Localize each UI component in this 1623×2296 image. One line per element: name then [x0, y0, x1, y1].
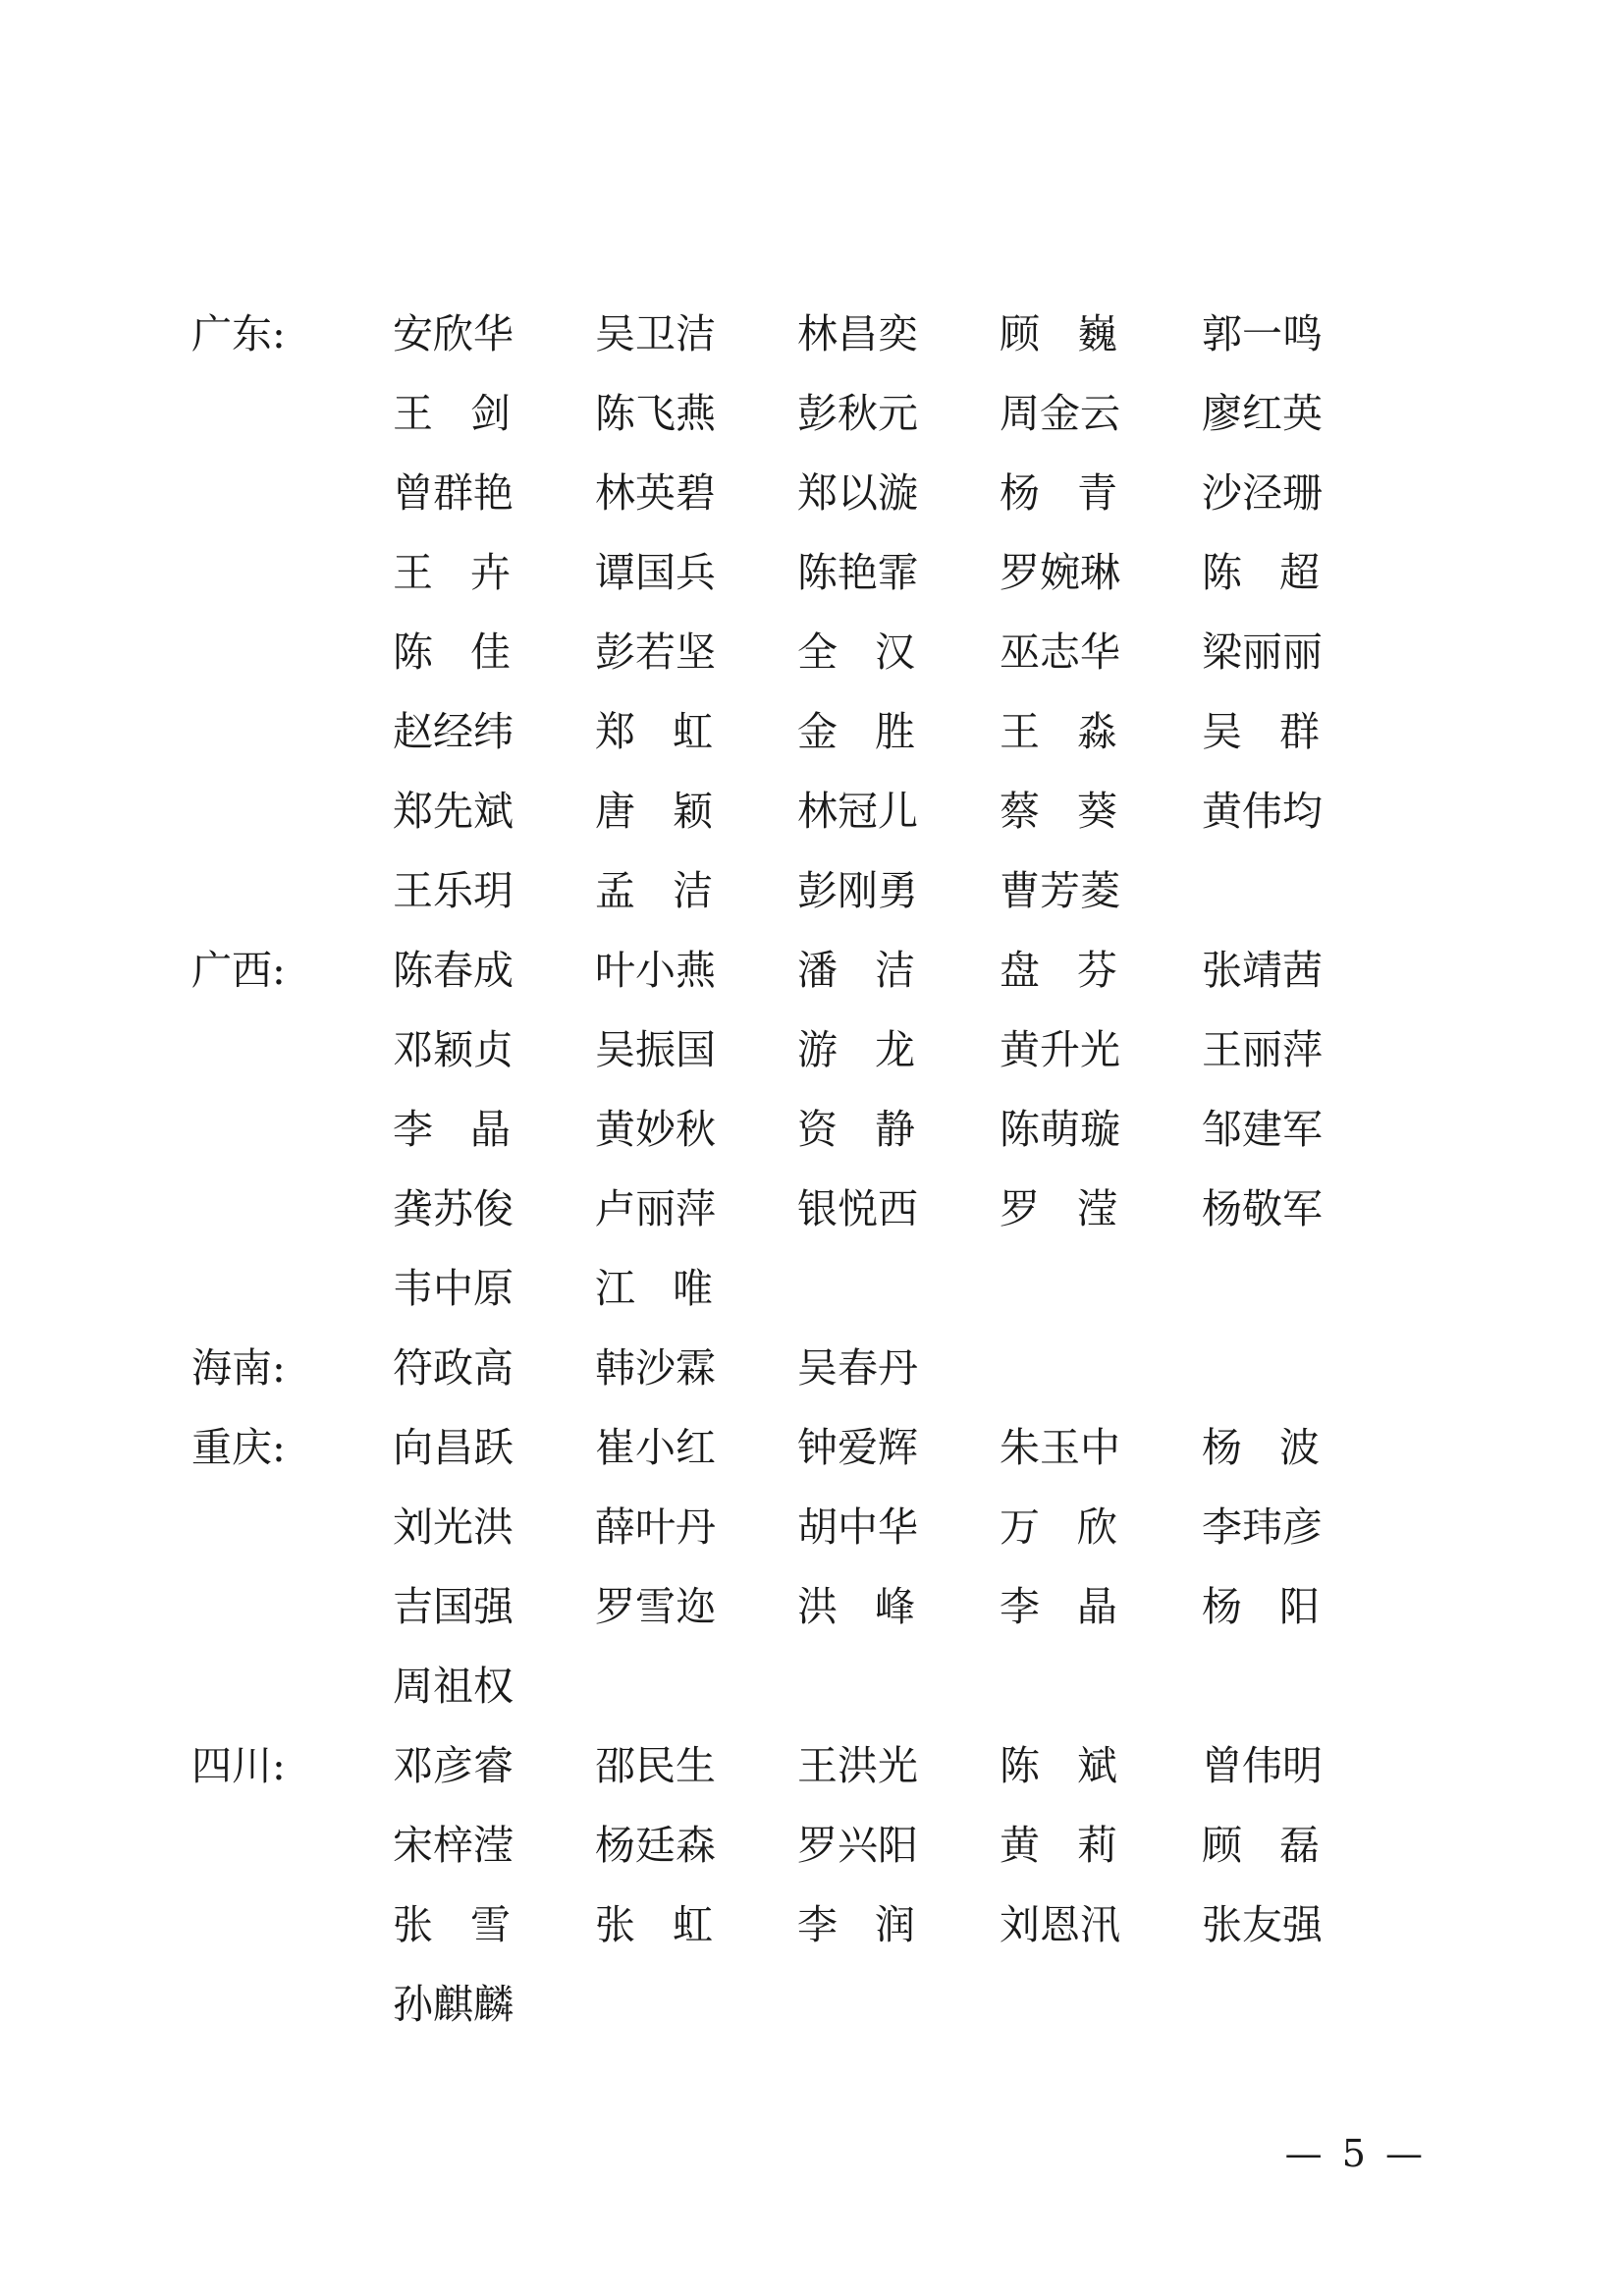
person-name: 张 友 强 [1202, 1901, 1323, 1948]
person-name: 廖 红 英 [1202, 390, 1323, 437]
person-name: 陈 佳 [393, 629, 511, 676]
person-name: 宋 梓 滢 [393, 1822, 514, 1869]
province-group [191, 1329, 1429, 1408]
person-name: 向 昌 跃 [393, 1424, 514, 1471]
person-name: 王 剑 [393, 390, 511, 437]
person-name: 洪 峰 [797, 1583, 915, 1630]
person-name: 彭 若 坚 [595, 629, 716, 676]
person-name: 赵 经 纬 [393, 708, 514, 755]
person-name: 谭 国 兵 [595, 549, 716, 596]
name-roster [191, 295, 1429, 2045]
person-name: 陈 艳 霏 [797, 549, 918, 596]
person-name: 杨 波 [1202, 1424, 1320, 1471]
person-name: 朱 玉 中 [1000, 1424, 1120, 1471]
province-label: 重庆: [191, 1424, 286, 1471]
person-name: 黄 升 光 [1000, 1026, 1120, 1073]
name-list [393, 1408, 1404, 1726]
name-list [393, 931, 1404, 1329]
person-name: 张 靖 茜 [1202, 947, 1323, 994]
person-name: 黄 妙 秋 [595, 1106, 716, 1153]
name-list [393, 295, 1404, 931]
person-name: 全 汉 [797, 629, 915, 676]
person-name: 邓 颖 贞 [393, 1026, 514, 1073]
person-name: 周 祖 权 [393, 1663, 514, 1710]
person-name: 郑 以 漩 [797, 469, 918, 517]
person-name: 符 政 高 [393, 1344, 514, 1392]
person-name: 罗 兴 阳 [797, 1822, 918, 1869]
person-name: 崔 小 红 [595, 1424, 716, 1471]
person-name: 罗 雪 迩 [595, 1583, 716, 1630]
person-name: 杨 阳 [1202, 1583, 1320, 1630]
person-name: 林 英 碧 [595, 469, 716, 517]
person-name: 蔡 葵 [1000, 788, 1117, 835]
person-name: 邵 民 生 [595, 1742, 716, 1789]
person-name: 曾 伟 明 [1202, 1742, 1323, 1789]
person-name: 罗 滢 [1000, 1185, 1117, 1232]
person-name: 张 虹 [595, 1901, 713, 1948]
person-name: 王 丽 萍 [1202, 1026, 1323, 1073]
person-name: 彭 刚 勇 [797, 867, 918, 914]
person-name: 李 晶 [393, 1106, 511, 1153]
person-name: 郑 先 斌 [393, 788, 514, 835]
person-name: 罗 婉 琳 [1000, 549, 1120, 596]
province-group [191, 295, 1429, 931]
person-name: 资 静 [797, 1106, 915, 1153]
person-name: 王 淼 [1000, 708, 1117, 755]
person-name: 陈 斌 [1000, 1742, 1117, 1789]
province-label: 四川: [191, 1742, 286, 1789]
person-name: 王 洪 光 [797, 1742, 918, 1789]
name-list [393, 1726, 1404, 2045]
person-name: 杨 敬 军 [1202, 1185, 1323, 1232]
person-name: 顾 磊 [1202, 1822, 1320, 1869]
person-name: 吴 振 国 [595, 1026, 716, 1073]
person-name: 薛 叶 丹 [595, 1503, 716, 1551]
person-name: 吴 群 [1202, 708, 1320, 755]
person-name: 吴 卫 洁 [595, 310, 716, 357]
person-name: 陈 春 成 [393, 947, 514, 994]
person-name: 潘 洁 [797, 947, 915, 994]
person-name: 张 雪 [393, 1901, 511, 1948]
province-label: 广西: [191, 947, 286, 994]
person-name: 林 冠 儿 [797, 788, 918, 835]
person-name: 杨 廷 森 [595, 1822, 716, 1869]
person-name: 吴 春 丹 [797, 1344, 918, 1392]
person-name: 韦 中 原 [393, 1265, 514, 1312]
person-name: 卢 丽 萍 [595, 1185, 716, 1232]
province-group [191, 931, 1429, 1329]
person-name: 周 金 云 [1000, 390, 1120, 437]
person-name: 江 唯 [595, 1265, 713, 1312]
person-name: 孟 洁 [595, 867, 713, 914]
person-name: 胡 中 华 [797, 1503, 918, 1551]
person-name: 刘 恩 汛 [1000, 1901, 1120, 1948]
province-label: 海南: [191, 1344, 286, 1392]
person-name: 邓 彦 睿 [393, 1742, 514, 1789]
person-name: 梁 丽 丽 [1202, 629, 1323, 676]
person-name: 曾 群 艳 [393, 469, 514, 517]
person-name: 游 龙 [797, 1026, 915, 1073]
person-name: 盘 芬 [1000, 947, 1117, 994]
person-name: 黄 莉 [1000, 1822, 1117, 1869]
person-name: 刘 光 洪 [393, 1503, 514, 1551]
person-name: 巫 志 华 [1000, 629, 1120, 676]
person-name: 孙 麒 麟 [393, 1981, 514, 2028]
person-name: 叶 小 燕 [595, 947, 716, 994]
person-name: 王 乐 玥 [393, 867, 514, 914]
person-name: 陈 超 [1202, 549, 1320, 596]
person-name: 吉 国 强 [393, 1583, 514, 1630]
person-name: 郑 虹 [595, 708, 713, 755]
person-name: 陈 飞 燕 [595, 390, 716, 437]
province-group [191, 1726, 1429, 2045]
person-name: 陈 萌 璇 [1000, 1106, 1120, 1153]
person-name: 万 欣 [1000, 1503, 1117, 1551]
person-name: 李 玮 彦 [1202, 1503, 1323, 1551]
page-number: — 5 — [1284, 2132, 1427, 2175]
person-name: 黄 伟 均 [1202, 788, 1323, 835]
person-name: 杨 青 [1000, 469, 1117, 517]
person-name: 李 润 [797, 1901, 915, 1948]
person-name: 顾 巍 [1000, 310, 1117, 357]
person-name: 安 欣 华 [393, 310, 514, 357]
person-name: 钟 爱 辉 [797, 1424, 918, 1471]
person-name: 林 昌 奕 [797, 310, 918, 357]
province-label: 广东: [191, 310, 286, 357]
person-name: 郭 一 鸣 [1202, 310, 1323, 357]
person-name: 王 卉 [393, 549, 511, 596]
person-name: 韩 沙 霖 [595, 1344, 716, 1392]
province-group [191, 1408, 1429, 1726]
person-name: 唐 颖 [595, 788, 713, 835]
person-name: 邹 建 军 [1202, 1106, 1323, 1153]
person-name: 彭 秋 元 [797, 390, 918, 437]
person-name: 沙 泾 珊 [1202, 469, 1323, 517]
person-name: 李 晶 [1000, 1583, 1117, 1630]
name-list [393, 1329, 1404, 1408]
person-name: 金 胜 [797, 708, 915, 755]
person-name: 银 悦 西 [797, 1185, 918, 1232]
person-name: 龚 苏 俊 [393, 1185, 514, 1232]
person-name: 曹 芳 菱 [1000, 867, 1120, 914]
